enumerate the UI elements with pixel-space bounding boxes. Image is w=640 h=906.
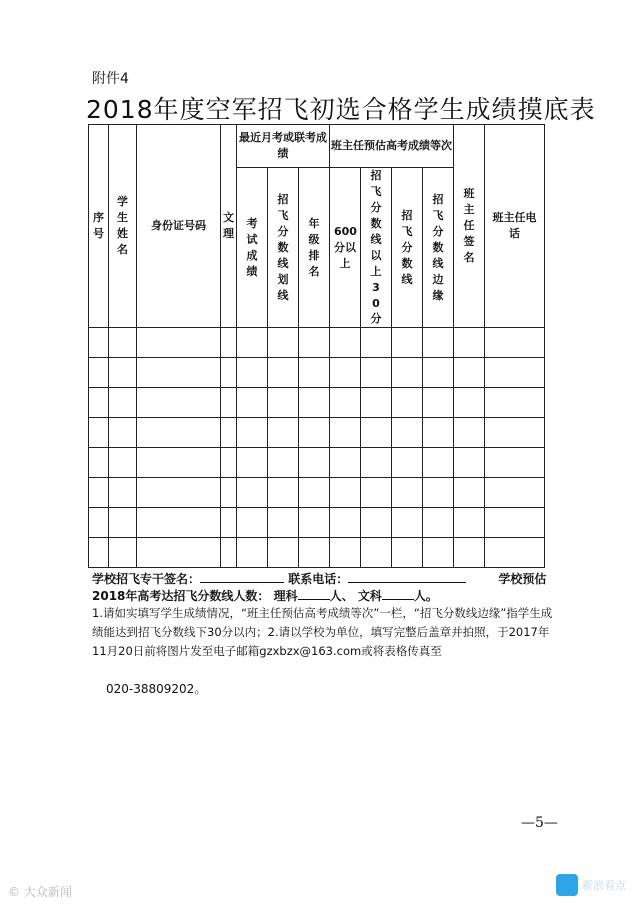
table-cell[interactable] — [221, 418, 237, 448]
table-cell[interactable] — [392, 418, 423, 448]
header-above-30: 招飞分数线以上30分 — [370, 169, 382, 326]
table-cell[interactable] — [485, 418, 545, 448]
table-cell[interactable] — [330, 448, 361, 478]
table-cell[interactable] — [423, 478, 454, 508]
table-cell[interactable] — [361, 388, 392, 418]
table-cell[interactable] — [109, 328, 137, 358]
table-cell[interactable] — [268, 418, 299, 448]
table-cell[interactable] — [330, 418, 361, 448]
table-cell[interactable] — [361, 538, 392, 568]
table-cell[interactable] — [361, 358, 392, 388]
table-cell[interactable] — [454, 448, 485, 478]
table-cell[interactable] — [454, 418, 485, 448]
table-cell[interactable] — [237, 418, 268, 448]
instructions-note: 1.请如实填写学生成绩情况，“班主任预估高考成绩等次”一栏，“招飞分数线边缘”指学生成绩能达到招飞分数线下30分以内；2.请以学校为单位，填写完整后盖章并拍照，于2017年11月20日前将图片发至电子邮箱gzxbzx@163.com或将表格传真至 — [92, 606, 553, 658]
table-cell[interactable] — [137, 508, 221, 538]
watermark-logo-icon — [556, 874, 578, 896]
science-label: 理科 — [273, 589, 298, 603]
table-cell[interactable] — [109, 448, 137, 478]
watermark-right-text: 新浪看点 — [582, 879, 626, 892]
header-estimate-group: 班主任预估高考成绩等次 — [331, 139, 452, 153]
table-cell[interactable] — [137, 328, 221, 358]
table-cell[interactable] — [89, 478, 109, 508]
table-cell[interactable] — [330, 328, 361, 358]
table-cell[interactable] — [221, 538, 237, 568]
estimate-label: 学校预估 — [498, 572, 547, 586]
person-label-2: 人。 — [413, 589, 438, 603]
table-cell[interactable] — [485, 328, 545, 358]
table-cell[interactable] — [330, 538, 361, 568]
table-row — [89, 358, 545, 388]
table-cell[interactable] — [109, 478, 137, 508]
table-cell[interactable] — [137, 448, 221, 478]
attachment-label: 附件4 — [92, 71, 129, 87]
table-cell[interactable] — [361, 328, 392, 358]
table-row — [89, 328, 545, 358]
table-row — [89, 388, 545, 418]
table-cell[interactable] — [392, 358, 423, 388]
table-cell[interactable] — [137, 388, 221, 418]
table-cell[interactable] — [137, 358, 221, 388]
page-title: 2018年度空军招飞初选合格学生成绩摸底表 — [86, 95, 596, 124]
table-cell[interactable] — [423, 538, 454, 568]
table-cell[interactable] — [268, 328, 299, 358]
table-cell[interactable] — [268, 478, 299, 508]
header-exam-score: 考试成绩 — [246, 216, 258, 278]
table-cell[interactable] — [361, 508, 392, 538]
table-cell[interactable] — [392, 538, 423, 568]
table-cell[interactable] — [423, 508, 454, 538]
table-cell[interactable] — [137, 418, 221, 448]
table-cell[interactable] — [299, 328, 330, 358]
table-cell[interactable] — [423, 448, 454, 478]
header-600-plus: 600分以上 — [334, 224, 357, 270]
table-cell[interactable] — [221, 358, 237, 388]
table-cell[interactable] — [109, 358, 137, 388]
table-cell[interactable] — [485, 478, 545, 508]
table-cell[interactable] — [221, 448, 237, 478]
table-cell[interactable] — [454, 388, 485, 418]
table-cell[interactable] — [268, 508, 299, 538]
table-cell[interactable] — [299, 508, 330, 538]
header-recent-exam-group: 最近月考或联考成绩 — [239, 131, 327, 160]
header-grade-rank: 年级排名 — [308, 216, 320, 278]
table-cell[interactable] — [299, 478, 330, 508]
table-cell[interactable] — [237, 358, 268, 388]
table-cell[interactable] — [299, 418, 330, 448]
table-cell[interactable] — [485, 358, 545, 388]
table-cell[interactable] — [423, 388, 454, 418]
contact-label: 学校招飞专干签名： — [92, 572, 201, 586]
table-cell[interactable] — [237, 448, 268, 478]
table-cell[interactable] — [485, 388, 545, 418]
header-at-line: 招飞分数线 — [401, 208, 413, 286]
phone-blank[interactable] — [348, 570, 466, 583]
table-cell[interactable] — [330, 508, 361, 538]
table-cell[interactable] — [361, 448, 392, 478]
table-cell[interactable] — [237, 328, 268, 358]
header-cutoff-line: 招飞分数线划线 — [277, 192, 289, 302]
table-cell[interactable] — [89, 538, 109, 568]
table-cell[interactable] — [454, 328, 485, 358]
table-cell[interactable] — [299, 358, 330, 388]
table-cell[interactable] — [454, 508, 485, 538]
table-cell[interactable] — [454, 478, 485, 508]
table-cell[interactable] — [423, 328, 454, 358]
table-cell[interactable] — [361, 478, 392, 508]
table-cell[interactable] — [89, 418, 109, 448]
table-row — [89, 418, 545, 448]
table-cell[interactable] — [485, 448, 545, 478]
table-cell[interactable] — [423, 418, 454, 448]
table-cell[interactable] — [221, 328, 237, 358]
table-cell[interactable] — [137, 538, 221, 568]
score-table — [88, 124, 545, 568]
arts-label: 文科 — [357, 589, 382, 603]
table-cell[interactable] — [109, 418, 137, 448]
table-cell[interactable] — [268, 448, 299, 478]
table-cell[interactable] — [237, 388, 268, 418]
table-cell[interactable] — [299, 538, 330, 568]
table-cell[interactable] — [392, 478, 423, 508]
table-cell[interactable] — [109, 538, 137, 568]
fax-number: 020-38809202。 — [106, 682, 207, 696]
person-label-1: 人、 — [329, 589, 354, 603]
table-cell[interactable] — [485, 508, 545, 538]
table-cell[interactable] — [237, 538, 268, 568]
footer-signature-line — [92, 570, 546, 587]
table-cell[interactable] — [109, 388, 137, 418]
table-cell[interactable] — [237, 478, 268, 508]
table-cell[interactable] — [392, 508, 423, 538]
science-blank[interactable] — [298, 587, 330, 600]
table-cell[interactable] — [89, 388, 109, 418]
header-id-number: 身份证号码 — [151, 219, 206, 233]
table-row — [89, 538, 545, 568]
table-cell[interactable] — [221, 388, 237, 418]
table-cell[interactable] — [485, 538, 545, 568]
table-cell[interactable] — [89, 358, 109, 388]
table-cell[interactable] — [454, 538, 485, 568]
header-track: 文理 — [223, 211, 234, 241]
table-cell[interactable] — [392, 448, 423, 478]
phone-label: 联系电话： — [288, 572, 349, 586]
table-cell[interactable] — [392, 328, 423, 358]
table-cell[interactable] — [109, 508, 137, 538]
watermark-left: © 大众新闻 — [8, 885, 72, 899]
table-cell[interactable] — [330, 358, 361, 388]
table-cell[interactable] — [137, 478, 221, 508]
table-cell[interactable] — [268, 358, 299, 388]
watermark-right — [556, 872, 636, 900]
table-header-row-1 — [89, 125, 545, 168]
table-cell[interactable] — [268, 388, 299, 418]
table-cell[interactable] — [423, 358, 454, 388]
table-cell[interactable] — [330, 388, 361, 418]
table-cell[interactable] — [268, 538, 299, 568]
header-student-name: 学生姓名 — [117, 195, 128, 257]
table-cell[interactable] — [89, 508, 109, 538]
table-cell[interactable] — [330, 478, 361, 508]
table-row — [89, 448, 545, 478]
table-cell[interactable] — [221, 508, 237, 538]
count-label: 2018年高考达招飞分数线人数： — [92, 589, 270, 603]
table-cell[interactable] — [299, 388, 330, 418]
arts-blank[interactable] — [382, 587, 414, 600]
table-cell[interactable] — [454, 358, 485, 388]
table-row — [89, 478, 545, 508]
header-teacher-sign: 班主任签名 — [463, 187, 475, 265]
contact-blank[interactable] — [200, 570, 284, 583]
header-teacher-phone: 班主任电话 — [492, 211, 537, 241]
page-number: —5— — [521, 815, 558, 831]
table-cell[interactable] — [237, 508, 268, 538]
table-cell[interactable] — [299, 448, 330, 478]
table-row — [89, 508, 545, 538]
table-cell[interactable] — [89, 328, 109, 358]
table-cell[interactable] — [392, 388, 423, 418]
footer-count-line — [92, 587, 438, 604]
table-cell[interactable] — [89, 448, 109, 478]
header-seq: 序号 — [93, 211, 104, 241]
header-edge: 招飞分数线边缘 — [432, 192, 444, 302]
table-cell[interactable] — [221, 478, 237, 508]
table-cell[interactable] — [361, 418, 392, 448]
